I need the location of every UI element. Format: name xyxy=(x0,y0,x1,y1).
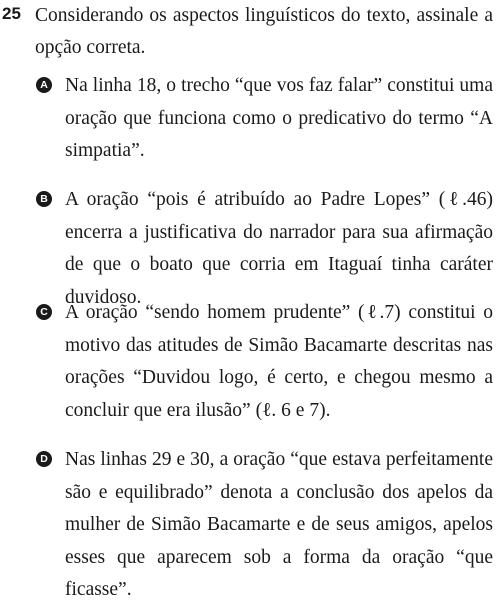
option-d-text: Nas linhas 29 e 30, a oração “que estava perfeitamente são e equilibrado” denota a conclusão dos apelos da mulher de Simão Bacamarte e de seus amigos, apelos esses que aparecem sob a forma da oração “que ficasse”. xyxy=(65,449,493,600)
option-a-letter-badge: A xyxy=(36,77,52,93)
option-b-letter-badge: B xyxy=(36,191,52,207)
option-b-text: A oração “pois é atribuído ao Padre Lopes” (ℓ.46) encerra a justificativa do narrador para sua afirmação de que o boato que corria em Itaguaí tinha caráter duvidoso. xyxy=(65,189,493,308)
option-c-text: A oração “sendo homem prudente” (ℓ.7) constitui o motivo das atitudes de Simão Bacamarte descritas nas orações “Duvidou logo, é certo, e chegou mesmo a concluir que era ilusão” (ℓ. 6 e 7). xyxy=(65,302,493,421)
question-number: 25 xyxy=(2,4,21,23)
question-stem: Considerando os aspectos linguísticos do texto, assinale a opção correta. xyxy=(35,5,493,58)
option-a-text: Na linha 18, o trecho “que vos faz falar” constitui uma oração que funciona como o predicativo do termo “A simpatia”. xyxy=(65,75,493,161)
option-d-letter-badge: D xyxy=(36,451,52,467)
option-c-letter-badge: C xyxy=(36,304,52,320)
